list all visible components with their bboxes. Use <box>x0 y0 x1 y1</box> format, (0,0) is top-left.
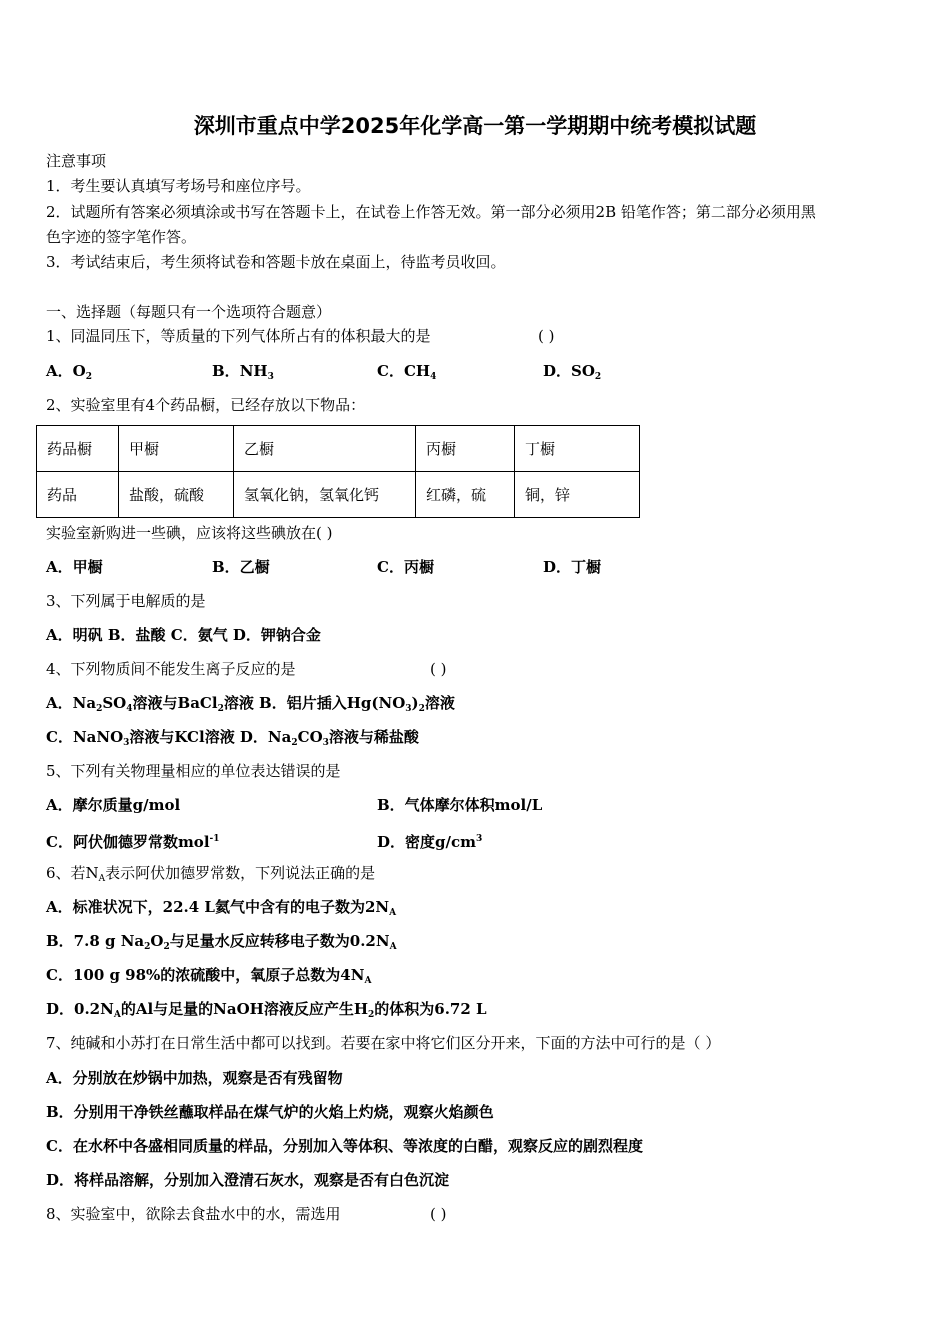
table-cell: 红磷，硫 <box>416 472 515 518</box>
q1-option-a: A．$O_2$ <box>46 362 92 382</box>
notice-item: 2．试题所有答案必须填涂或书写在答题卡上，在试卷上作答无效。第一部分必须用2B 铅笔作答；第二部分必须用黑 <box>46 203 816 221</box>
table-cell: 铜，锌 <box>515 472 640 518</box>
table-cell: 乙橱 <box>234 426 416 472</box>
question-2-stem: 2、实验室里有4个药品橱，已经存放以下物品： <box>46 396 366 414</box>
question-1-stem: 1、同温同压下，等质量的下列气体所占有的体积最大的是 <box>46 327 431 345</box>
section-heading: 一、选择题（每题只有一个选项符合题意） <box>46 303 332 321</box>
question-4-stem: 4、下列物质间不能发生离子反应的是 <box>46 660 296 678</box>
q6-option-a: A．标准状况下，22.4 L氦气中含有的电子数为$2N_A$ <box>46 898 397 918</box>
notice-item: 3．考试结束后，考生须将试卷和答题卡放在桌面上，待监考员收回。 <box>46 253 506 271</box>
q5-option-c: C．阿伏伽德罗常数mol$^{-1}$ <box>46 833 220 851</box>
notice-heading: 注意事项 <box>46 152 107 170</box>
q2-option-d: D．丁橱 <box>543 558 602 576</box>
question-5-stem: 5、下列有关物理量相应的单位表达错误的是 <box>46 762 341 780</box>
table-cell: 甲橱 <box>119 426 234 472</box>
q7-option-b: B．分别用干净铁丝蘸取样品在煤气炉的火焰上灼烧，观察火焰颜色 <box>46 1103 494 1121</box>
q5-option-a: A．摩尔质量g/mol <box>46 796 181 814</box>
question-7-stem: 7、纯碱和小苏打在日常生活中都可以找到。若要在家中将它们区分开来，下面的方法中可行的是（ ） <box>46 1034 721 1052</box>
question-8-stem: 8、实验室中，欲除去食盐水中的水，需选用 <box>46 1205 341 1223</box>
answer-paren: ( ) <box>430 1205 447 1223</box>
notice-item: 色字迹的签字笔作答。 <box>46 228 197 246</box>
q2-option-b: B．乙橱 <box>212 558 270 576</box>
table-cell: 丁橱 <box>515 426 640 472</box>
table-cell: 盐酸，硫酸 <box>119 472 234 518</box>
q6-option-d: D．$0.2N_A$的Al与足量的NaOH溶液反应产生$H_2$的体积为6.72 L <box>46 1000 487 1020</box>
q2-option-a: A．甲橱 <box>46 558 103 576</box>
q5-option-d: D．密度$g/cm^3$ <box>377 833 483 851</box>
q4-options-cd: C．NaNO$_3$溶液与KCl溶液 D．$Na_2CO_3$溶液与稀盐酸 <box>46 728 419 748</box>
table-header-row <box>37 426 640 472</box>
question-3-stem: 3、下列属于电解质的是 <box>46 592 206 610</box>
notice-item: 1．考生要认真填写考场号和座位序号。 <box>46 177 311 195</box>
q4-options-ab: A．$Na_2SO_4$溶液与BaCl$_2$溶液 B．铝片插入$Hg(NO_3)_2$溶液 <box>46 694 455 714</box>
q7-option-a: A．分别放在炒锅中加热，观察是否有残留物 <box>46 1069 343 1087</box>
table-cell: 药品橱 <box>37 426 119 472</box>
table-cell: 药品 <box>37 472 119 518</box>
q7-option-c: C．在水杯中各盛相同质量的样品，分别加入等体积、等浓度的白醋，观察反应的剧烈程度 <box>46 1137 643 1155</box>
q1-option-c: C．$CH_4$ <box>377 362 437 382</box>
q1-option-d: D．$SO_2$ <box>543 362 602 382</box>
q3-options: A．明矾 B．盐酸 C．氨气 D．钾钠合金 <box>46 626 321 644</box>
table-cell: 氢氧化钠，氢氧化钙 <box>234 472 416 518</box>
question-6-stem: 6、若$N_A$表示阿伏加德罗常数，下列说法正确的是 <box>46 864 376 884</box>
q6-option-b: B．7.8 g $Na_2O_2$与足量水反应转移电子数为$0.2N_A$ <box>46 932 397 952</box>
answer-paren: ( ) <box>430 660 447 678</box>
q5-option-b: B．气体摩尔体积mol/L <box>377 796 543 814</box>
q7-option-d: D．将样品溶解，分别加入澄清石灰水，观察是否有白色沉淀 <box>46 1171 450 1189</box>
question-2-follow: 实验室新购进一些碘，应该将这些碘放在( ) <box>46 524 333 542</box>
q1-option-b: B．$NH_3$ <box>212 362 274 382</box>
q6-option-c: C．100 g 98%的浓硫酸中，氧原子总数为$4N_A$ <box>46 966 372 986</box>
cabinet-table <box>36 425 640 518</box>
q2-option-c: C．丙橱 <box>377 558 434 576</box>
answer-paren: ( ) <box>538 327 555 345</box>
table-cell: 丙橱 <box>416 426 515 472</box>
table-row <box>37 472 640 518</box>
exam-title: 深圳市重点中学2025年化学高一第一学期期中统考模拟试题 <box>193 114 757 138</box>
